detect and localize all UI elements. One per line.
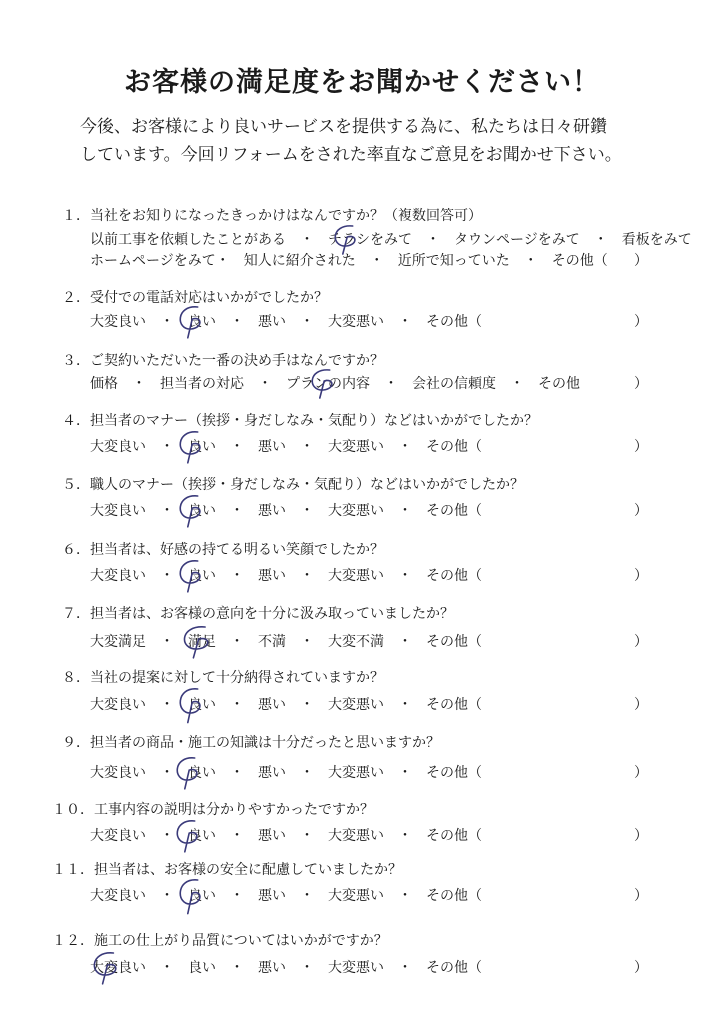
page-title: お客様の満足度をお聞かせください！ (124, 67, 600, 98)
question-12: １２．施工の仕上がり品質についてはいかがですか？ (52, 933, 388, 949)
question-11: １１．担当者は、お客様の安全に配慮していましたか？ (52, 862, 402, 878)
question-5: ５．職人のマナー（挨拶・身だしなみ・気配り）などはいかがでしたか？ (62, 477, 524, 493)
question-2-options: 大変良い ・ 良い ・ 悪い ・ 大変悪い ・ その他（ (90, 314, 482, 330)
intro-line-1: 今後、お客様により良いサービスを提供する為に、私たちは日々研鑽 (80, 117, 607, 137)
close-paren: ） (634, 314, 648, 330)
question-1-options-line-2: ホームページをみて・ 知人に紹介された ・ 近所で知っていた ・ その他（ (90, 253, 608, 269)
question-9: ９．担当者の商品・施工の知識は十分だったと思いますか？ (62, 735, 440, 751)
close-paren: ） (634, 253, 648, 269)
question-10-options: 大変良い ・ 良い ・ 悪い ・ 大変悪い ・ その他（ (90, 828, 482, 844)
question-6-options: 大変良い ・ 良い ・ 悪い ・ 大変悪い ・ その他（ (90, 568, 482, 584)
question-3: ３．ご契約いただいた一番の決め手はなんですか？ (62, 353, 384, 369)
question-1: １．当社をお知りになったきっかけはなんですか？（複数回答可） (62, 208, 482, 224)
question-8-options: 大変良い ・ 良い ・ 悪い ・ 大変悪い ・ その他（ (90, 697, 482, 713)
question-12-options: 大変良い ・ 良い ・ 悪い ・ 大変悪い ・ その他（ (90, 960, 482, 976)
close-paren: ） (634, 439, 648, 455)
close-paren: ） (634, 568, 648, 584)
question-8: ８．当社の提案に対して十分納得されていますか？ (62, 670, 384, 686)
question-4-options: 大変良い ・ 良い ・ 悪い ・ 大変悪い ・ その他（ (90, 439, 482, 455)
question-7: ７．担当者は、お客様の意向を十分に汲み取っていましたか？ (62, 606, 454, 622)
close-paren: ） (634, 697, 648, 713)
intro-line-2: しています。今回リフォームをされた率直なご意見をお聞かせ下さい。 (80, 145, 622, 165)
question-7-options: 大変満足 ・ 満足 ・ 不満 ・ 大変不満 ・ その他（ (90, 634, 482, 650)
close-paren: ） (634, 634, 648, 650)
question-5-options: 大変良い ・ 良い ・ 悪い ・ 大変悪い ・ その他（ (90, 503, 482, 519)
question-4: ４．担当者のマナー（挨拶・身だしなみ・気配り）などはいかがでしたか？ (62, 413, 538, 429)
question-11-options: 大変良い ・ 良い ・ 悪い ・ 大変悪い ・ その他（ (90, 888, 482, 904)
question-6: ６．担当者は、好感の持てる明るい笑顔でしたか？ (62, 542, 384, 558)
question-2: ２．受付での電話対応はいかがでしたか？ (62, 290, 328, 306)
question-3-options: 価格 ・ 担当者の対応 ・ プランの内容 ・ 会社の信頼度 ・ その他 (90, 376, 580, 392)
close-paren: ） (634, 828, 648, 844)
close-paren: ） (634, 888, 648, 904)
close-paren: ） (634, 960, 648, 976)
close-paren: ） (634, 376, 648, 392)
question-10: １０．工事内容の説明は分かりやすかったですか？ (52, 802, 374, 818)
close-paren: ） (634, 503, 648, 519)
question-9-options: 大変良い ・ 良い ・ 悪い ・ 大変悪い ・ その他（ (90, 765, 482, 781)
question-1-options-line-1: 以前工事を依頼したことがある ・ チラシをみて ・ タウンページをみて ・ 看板をみて (90, 232, 692, 248)
close-paren: ） (634, 765, 648, 781)
